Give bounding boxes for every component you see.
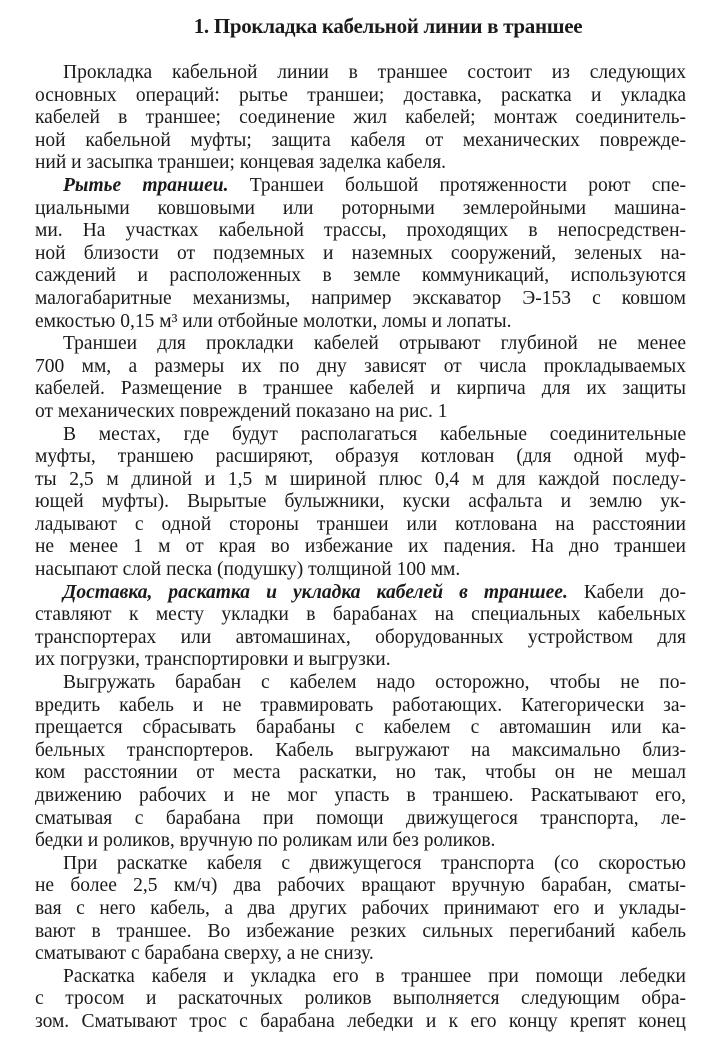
section-title: 1. Прокладка кабельной линии в траншее — [193, 14, 583, 38]
line-text: бедки и роликов, вручную по роликам или без роликов. — [35, 830, 496, 852]
text-line — [35, 85, 686, 108]
text-line — [35, 378, 686, 401]
line-text: кабелей. Размещение в траншее кабелей и кирпича для их защиты — [35, 378, 686, 400]
text-line — [35, 152, 686, 175]
text-line — [35, 424, 686, 447]
text-line — [35, 491, 686, 514]
line-text: Траншеи для прокладки кабелей отрывают глубиной не менее — [63, 333, 686, 355]
line-text: не менее 1 м от края во избежание их падения. На дно траншеи — [35, 536, 686, 558]
line-text: ставляют к месту укладки в барабанах на специальных кабельных — [35, 604, 686, 626]
line-text: не более 2,5 км/ч) два рабочих вращают вручную барабан, смaты- — [35, 875, 686, 897]
line-text: насыпают слой песка (подушку) толщиной 100 мм. — [35, 559, 461, 581]
text-line — [35, 740, 686, 763]
line-text: вая с него кабель, а два других рабочих принимают его и уклады- — [35, 897, 686, 919]
text-line — [35, 604, 686, 627]
line-text: зом. Сматывают трос с барабана лебедки и к его концу крепят конец — [35, 1010, 686, 1032]
line-text: ладывают с одной стороны траншеи или котлована на расстоянии — [35, 513, 686, 535]
text-line — [35, 175, 686, 198]
text-line — [35, 559, 686, 582]
text-line — [35, 921, 686, 944]
text-line — [35, 220, 686, 243]
line-text: прещается сбрасывать барабаны с кабелем с автомашин или ка- — [35, 717, 686, 739]
text-line — [35, 401, 686, 424]
line-text: Прокладка кабельной линии в траншее состоит из следующих — [63, 62, 686, 83]
line-text: ющей муфты). Вырытые булыжники, куски асфальта и землю ук- — [35, 491, 686, 513]
text-line — [35, 966, 686, 989]
subsection-heading: Доставка, раскатка и укладка кабелей в траншее. — [63, 581, 568, 603]
text-line — [35, 853, 686, 876]
line-text: с тросом и раскаточных роликов выполняется следующим обра- — [35, 988, 686, 1010]
text-line — [35, 536, 686, 559]
line-text: ми. На участках кабельной трассы, проходящих в непосредствен- — [35, 220, 686, 242]
line-text: сматывая с барабана при помощи движущегося транспорта, ле- — [35, 807, 686, 829]
line-text: 700 мм, а размеры их по дну зависят от числа прокладываемых — [35, 355, 686, 377]
paragraph — [35, 966, 686, 1034]
text-line — [35, 627, 686, 650]
line-text: их погрузки, транспортировки и выгрузки. — [35, 649, 391, 671]
line-text: вают в траншее. Во избежание резких сильных перегибаний кабель — [35, 920, 686, 942]
line-text: транспортерах или автомашинах, оборудованных устройством для — [35, 626, 686, 648]
paragraph — [35, 62, 686, 175]
line-text: ной кабельной муфты; защита кабеля от механических поврежде- — [35, 129, 686, 151]
text-line — [35, 830, 686, 853]
paragraph — [35, 672, 686, 853]
text-line — [35, 288, 686, 311]
line-text: бельных транспортеров. Кабель выгружают на максимально близ- — [35, 739, 686, 761]
line-text: малогабаритные механизмы, например экскаватор Э-153 с ковшом — [35, 287, 686, 309]
text-line — [35, 808, 686, 831]
text-line — [35, 943, 686, 966]
paragraph — [35, 175, 686, 333]
line-text: ной близости от подземных и наземных сооружений, зеленых на- — [35, 242, 686, 264]
text-line — [35, 107, 686, 130]
document-body — [35, 62, 686, 1034]
text-line — [35, 333, 686, 356]
text-line — [35, 672, 686, 695]
paragraph — [35, 853, 686, 966]
line-text: основных операций: рытье траншеи; доставка, раскатка и укладка — [35, 84, 686, 106]
text-line — [35, 762, 686, 785]
text-line — [35, 988, 686, 1011]
text-line — [35, 469, 686, 492]
text-line — [35, 695, 686, 718]
text-line — [35, 717, 686, 740]
text-line — [35, 1011, 686, 1034]
line-text: движению рабочих и не мог упасть в траншею. Раскатывают его, — [35, 785, 686, 806]
text-line — [35, 265, 686, 288]
line-text: Раскатка кабеля и укладка его в траншее при помощи лебедки — [63, 965, 686, 987]
line-text: кабелей в траншее; соединение жил кабелей; монтаж соединитель- — [35, 107, 686, 129]
line-text: Выгружать барабан с кабелем надо осторожно, чтобы не по- — [63, 672, 686, 694]
text-line — [35, 875, 686, 898]
line-text: циальными ковшовыми или роторными землеройными машина- — [35, 197, 686, 219]
line-text: При раскатке кабеля с движущегося транспорта (со скоростью — [63, 852, 686, 874]
line-text: от механических повреждений показано на рис. 1 — [35, 400, 448, 422]
text-line — [35, 514, 686, 537]
line-text: вредить кабель и не травмировать работающих. Категорически за- — [35, 694, 686, 716]
text-line — [35, 198, 686, 221]
line-text: муфты, траншею расширяют, образуя котлован (для одной муф- — [35, 446, 686, 468]
text-line — [35, 243, 686, 266]
line-text: ком расстоянии от места раскатки, но так, чтобы он не мешал — [35, 762, 686, 784]
subsection-heading: Рытье траншеи. — [63, 174, 229, 196]
paragraph — [35, 582, 686, 672]
line-text: Кабели до- — [567, 581, 686, 603]
line-text: сматывают с барабана сверху, а не снизу. — [35, 943, 374, 965]
line-text: ний и засыпка траншеи; концевая заделка кабеля. — [35, 152, 447, 174]
paragraph — [35, 333, 686, 423]
line-text: емкостью 0,15 м³ или отбойные молотки, ломы и лопаты. — [35, 310, 512, 332]
text-line — [35, 311, 686, 334]
text-line — [35, 130, 686, 153]
text-line — [35, 898, 686, 921]
text-line — [35, 356, 686, 379]
line-text: ты 2,5 м длиной и 1,5 м шириной плюс 0,4 м для каждой последу- — [35, 468, 686, 490]
text-line — [35, 649, 686, 672]
text-line — [35, 582, 686, 605]
text-line — [35, 785, 686, 808]
text-line — [35, 446, 686, 469]
text-line — [35, 62, 686, 85]
line-text: В местах, где будут располагаться кабельные соединительные — [63, 423, 686, 445]
paragraph — [35, 424, 686, 582]
line-text: Траншеи большой протяженности роют спе- — [228, 174, 686, 196]
line-text: саждений и расположенных в земле коммуникаций, используются — [35, 265, 686, 287]
